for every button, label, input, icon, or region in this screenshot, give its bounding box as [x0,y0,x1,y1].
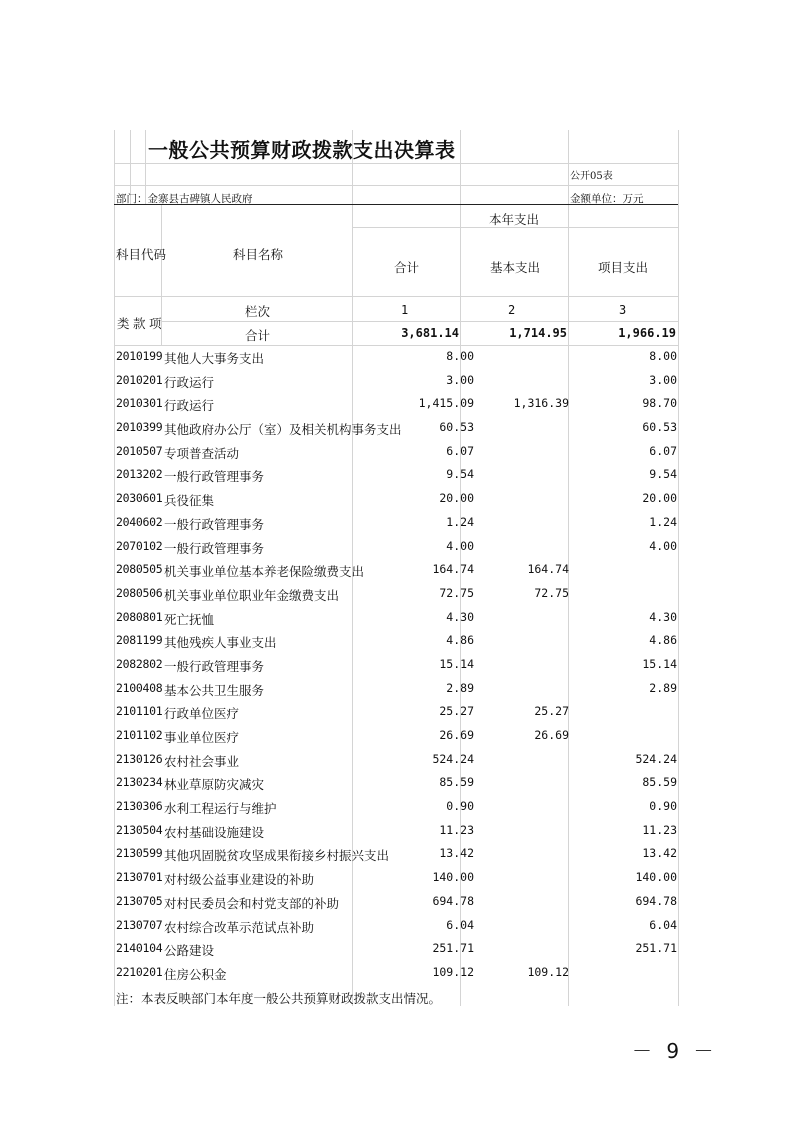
subject-code-cell: 2130701 [116,870,163,885]
total-cell: 85.59 [439,775,474,790]
total-cell: 15.14 [439,656,474,671]
subject-code-cell: 2010399 [116,420,163,435]
basic-cell: 72.75 [534,585,569,600]
grid-line [114,296,678,297]
table-row [116,393,679,417]
column-number-1: 1 [401,303,409,317]
subject-name-cell: 一般行政管理事务 [164,469,265,485]
grid-line [161,321,678,322]
table-row [116,464,679,488]
project-cell: 4.30 [649,609,677,624]
subject-code-cell: 2130705 [116,893,163,908]
table-row [116,891,679,915]
subject-code-cell: 2010201 [116,372,163,387]
column-number-3: 3 [619,303,627,317]
table-row [116,441,679,465]
subject-code-cell: 2140104 [116,941,163,956]
subject-code-cell: 2101102 [116,728,163,742]
project-cell: 60.53 [642,420,677,435]
table-row [116,867,679,891]
project-cell: 8.00 [649,349,677,363]
project-cell: 140.00 [635,870,677,885]
basic-cell: 109.12 [527,964,569,979]
project-cell: 98.70 [642,396,677,411]
project-cell: 694.78 [635,893,677,908]
subject-name-cell: 兵役征集 [164,493,215,509]
subject-name-cell: 基本公共卫生服务 [164,682,265,698]
column-number-2: 2 [508,303,516,317]
subject-code-cell: 2130707 [116,917,163,932]
subject-code-cell: 2100408 [116,680,163,695]
subject-name-cell: 农村基础设施建设 [164,824,265,840]
subject-name-cell: 林业草原防灾减灾 [164,777,265,793]
project-cell: 4.86 [649,633,677,648]
sum-label: 合计 [245,328,271,343]
subject-name-cell: 机关事业单位基本养老保险缴费支出 [164,564,365,580]
subject-code-cell: 2130234 [116,775,163,790]
department-label: 部门：金寨县古碑镇人民政府 [116,193,253,205]
subject-code-cell: 2010301 [116,396,163,411]
subject-name-cell: 行政运行 [164,398,215,414]
subject-name-cell: 对村级公益事业建设的补助 [164,872,315,888]
table-row [116,417,679,441]
total-cell: 6.07 [446,443,474,458]
subject-name-cell: 水利工程运行与维护 [164,801,277,817]
table-row [116,536,679,560]
subject-code-cell: 2080506 [116,585,163,600]
subject-code-cell: 2010507 [116,443,163,458]
table-row [116,678,679,702]
table-row [116,559,679,583]
total-cell: 26.69 [439,728,474,742]
table-row [116,346,679,370]
unit-label: 金额单位：万元 [570,193,644,205]
total-cell: 164.74 [432,562,474,577]
subject-code-cell: 2070102 [116,538,163,553]
table-row [116,915,679,939]
total-cell: 20.00 [439,491,474,506]
subject-name-cell: 住房公积金 [164,966,227,982]
table-row [116,701,679,725]
project-cell: 4.00 [649,538,677,553]
project-cell: 1.24 [649,514,677,529]
table-row [116,772,679,796]
table-row [116,488,679,512]
project-cell: 2.89 [649,680,677,695]
header-subject-code: 科目代码 [116,247,167,262]
subject-name-cell: 其他残疾人事业支出 [164,635,277,651]
sum-basic-cell: 1,714.95 [509,326,567,340]
total-cell: 8.00 [446,349,474,363]
project-cell: 13.42 [642,846,677,861]
subject-name-cell: 死亡抚恤 [164,611,215,627]
subject-code-cell: 2130126 [116,751,163,766]
form-number: 公开05表 [570,171,613,182]
subject-code-cell: 2080801 [116,609,163,624]
subject-name-cell: 对村民委员会和村党支部的补助 [164,895,340,911]
subject-code-cell: 2210201 [116,964,163,979]
total-cell: 11.23 [439,822,474,837]
header-section: 款 [133,316,146,331]
subject-name-cell: 公路建设 [164,943,215,959]
subject-code-cell: 2101101 [116,704,163,719]
project-cell: 11.23 [642,822,677,837]
table-row [116,370,679,394]
sum-total: 3,681.14 [401,326,459,340]
subject-name-cell: 农村综合改革示范试点补助 [164,919,315,935]
page-title: 一般公共预算财政拨款支出决算表 [148,138,456,162]
subject-name-cell: 其他人大事务支出 [164,351,265,366]
subject-code-cell: 2082802 [116,656,163,671]
subject-name-cell: 机关事业单位职业年金缴费支出 [164,587,340,603]
subject-code-cell: 2130306 [116,799,163,814]
total-cell: 72.75 [439,585,474,600]
table-body [116,346,679,986]
total-cell: 9.54 [446,467,474,482]
total-cell: 13.42 [439,846,474,861]
subject-name-cell: 一般行政管理事务 [164,658,265,674]
basic-cell: 26.69 [534,728,569,742]
grid-line [114,163,678,164]
project-cell: 85.59 [642,775,677,790]
subject-code-cell: 2010199 [116,349,163,363]
subject-name-cell: 农村社会事业 [164,753,240,769]
subject-name-cell: 行政单位医疗 [164,706,240,722]
subject-code-cell: 2013202 [116,467,163,482]
project-cell: 251.71 [635,941,677,956]
table-row [116,583,679,607]
total-cell: 4.00 [446,538,474,553]
total-cell: 4.30 [446,609,474,624]
table-note: 注：本表反映部门本年度一般公共预算财政拨款支出情况。 [116,991,442,1006]
table-row [116,820,679,844]
header-subject-name: 科目名称 [233,247,284,262]
subject-name-cell: 一般行政管理事务 [164,516,265,532]
total-cell: 6.04 [446,917,474,932]
header-project: 项目支出 [598,260,649,275]
total-cell: 0.90 [446,799,474,814]
project-cell: 6.04 [649,917,677,932]
table-row [116,796,679,820]
project-cell: 20.00 [642,491,677,506]
subject-name-cell: 其他政府办公厅（室）及相关机构事务支出 [164,422,402,438]
subject-name-cell: 行政运行 [164,374,215,390]
project-cell: 6.07 [649,443,677,458]
subject-name-cell: 事业单位医疗 [164,730,240,745]
total-cell: 4.86 [446,633,474,648]
total-cell: 524.24 [432,751,474,766]
total-cell: 2.89 [446,680,474,695]
basic-cell: 164.74 [527,562,569,577]
subject-name-cell: 专项普查活动 [164,445,240,461]
total-cell: 3.00 [446,372,474,387]
header-column-index: 栏次 [245,304,271,319]
table-row [116,654,679,678]
total-cell: 109.12 [432,964,474,979]
project-cell: 524.24 [635,751,677,766]
total-cell: 60.53 [439,420,474,435]
table-row [116,749,679,773]
subject-name-cell: 其他巩固脱贫攻坚成果衔接乡村振兴支出 [164,848,390,864]
project-cell: 9.54 [649,467,677,482]
total-cell: 1,415.09 [418,396,474,411]
table-row [116,725,679,749]
subject-code-cell: 2130504 [116,822,163,837]
table-row [116,938,679,962]
header-total: 合计 [394,260,420,275]
basic-cell: 25.27 [534,704,569,719]
sum-project-cell: 1,966.19 [618,326,676,340]
subject-code-cell: 2130599 [116,846,163,861]
page-number: － 9 － [632,1039,718,1063]
grid-line [114,130,115,1006]
total-cell: 694.78 [432,893,474,908]
table-row [116,843,679,867]
total-cell: 1.24 [446,514,474,529]
header-basic: 基本支出 [490,260,541,275]
header-category: 类 [117,316,130,331]
project-cell: 0.90 [649,799,677,814]
basic-cell: 1,316.39 [513,396,569,411]
total-cell: 251.71 [432,941,474,956]
header-current-year-expense: 本年支出 [489,212,540,227]
table-row [116,607,679,631]
subject-code-cell: 2080505 [116,562,163,577]
total-cell: 25.27 [439,704,474,719]
table-row [116,512,679,536]
table-row [116,962,679,986]
subject-code-cell: 2030601 [116,491,163,506]
grid-line [114,185,678,186]
project-cell: 3.00 [649,372,677,387]
header-item: 项 [149,316,162,331]
project-cell: 15.14 [642,656,677,671]
total-cell: 140.00 [432,870,474,885]
subject-name-cell: 一般行政管理事务 [164,540,265,556]
subject-code-cell: 2040602 [116,514,163,529]
table-row [116,630,679,654]
subject-code-cell: 2081199 [116,633,163,648]
